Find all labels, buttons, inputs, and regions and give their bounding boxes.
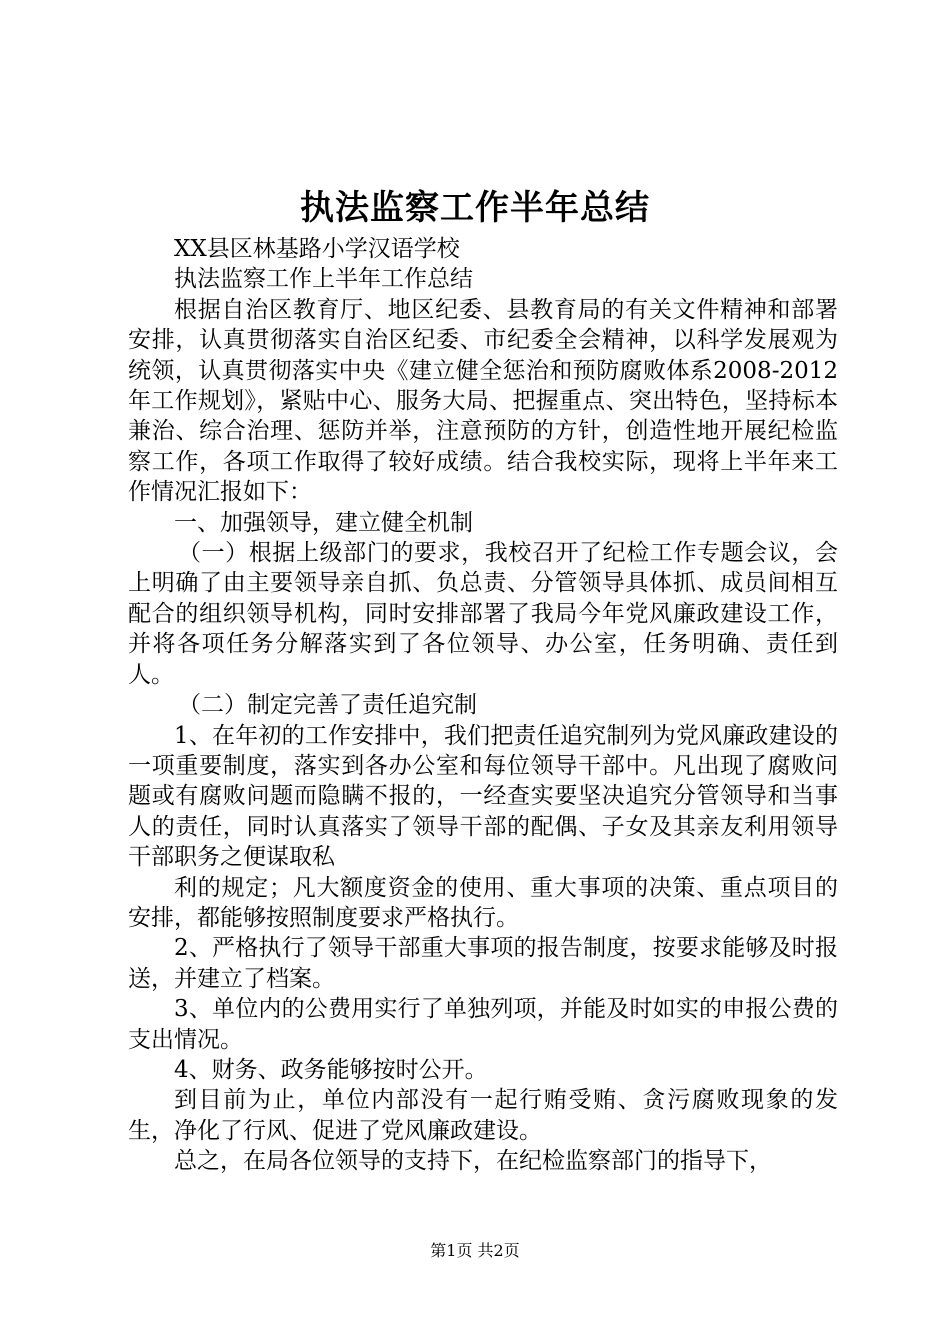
document-title: 执法监察工作半年总结	[300, 188, 650, 228]
paragraph-point-3: 3、单位内的公费用实行了单独列项，并能及时如实的申报公费的支出情况。	[128, 996, 838, 1053]
section-heading-1: 一、加强领导，建立健全机制	[174, 509, 473, 536]
document-body	[128, 234, 838, 1177]
paragraph-point-4: 4、财务、政务能够按时公开。	[174, 1056, 488, 1083]
paragraph-point-1: 1、在年初的工作安排中，我们把责任追究制列为党风廉政建设的一项重要制度，落实到各办公室和每位领导干部中。凡出现了腐败问题或有腐败问题而隐瞒不报的，一经查实要坚决追究分管领导和当事人的责任，同时认真落实了领导干部的配偶、子女及其亲友利用领导干部职务之便谋取私	[128, 722, 838, 871]
paragraph-point-1-cont: 利的规定；凡大额度资金的使用、重大事项的决策、重点项目的安排，都能够按照制度要求严格执行。	[128, 874, 838, 931]
paragraph-item-1: （一）根据上级部门的要求，我校召开了纪检工作专题会议，会上明确了由主要领导亲自抓、负总责、分管领导具体抓、成员间相互配合的组织领导机构，同时安排部署了我局今年党风廉政建设工作，并将各项任务分解落实到了各位领导、办公室，任务明确、责任到人。	[128, 540, 838, 688]
paragraph-school-name: XX县区林基路小学汉语学校	[174, 236, 460, 262]
page-number-footer: 第1页 共2页	[430, 1241, 520, 1260]
paragraph-item-2-heading: （二）制定完善了责任追究制	[178, 692, 477, 719]
paragraph-summary: 总之，在局各位领导的支持下，在纪检监察部门的指导下，	[174, 1148, 772, 1175]
paragraph-point-2: 2、严格执行了领导干部重大事项的报告制度，按要求能够及时报送，并建立了档案。	[128, 935, 838, 992]
paragraph-result: 到目前为止，单位内部没有一起行贿受贿、贪污腐败现象的发生，净化了行风、促进了党风廉政建设。	[128, 1087, 838, 1144]
paragraph-intro: 根据自治区教育厅、地区纪委、县教育局的有关文件精神和部署安排，认真贯彻落实自治区纪委、市纪委全会精神，以科学发展观为统领，认真贯彻落实中央《建立健全惩治和预防腐败体系2008-2012年工作规划》，紧贴中心、服务大局、把握重点、突出特色，坚持标本兼治、综合治理、惩防并举，注意预防的方针，创造性地开展纪检监察工作，各项工作取得了较好成绩。结合我校实际，现将上半年来工作情况汇报如下：	[128, 296, 838, 506]
paragraph-subtitle: 执法监察工作上半年工作总结	[174, 266, 473, 293]
